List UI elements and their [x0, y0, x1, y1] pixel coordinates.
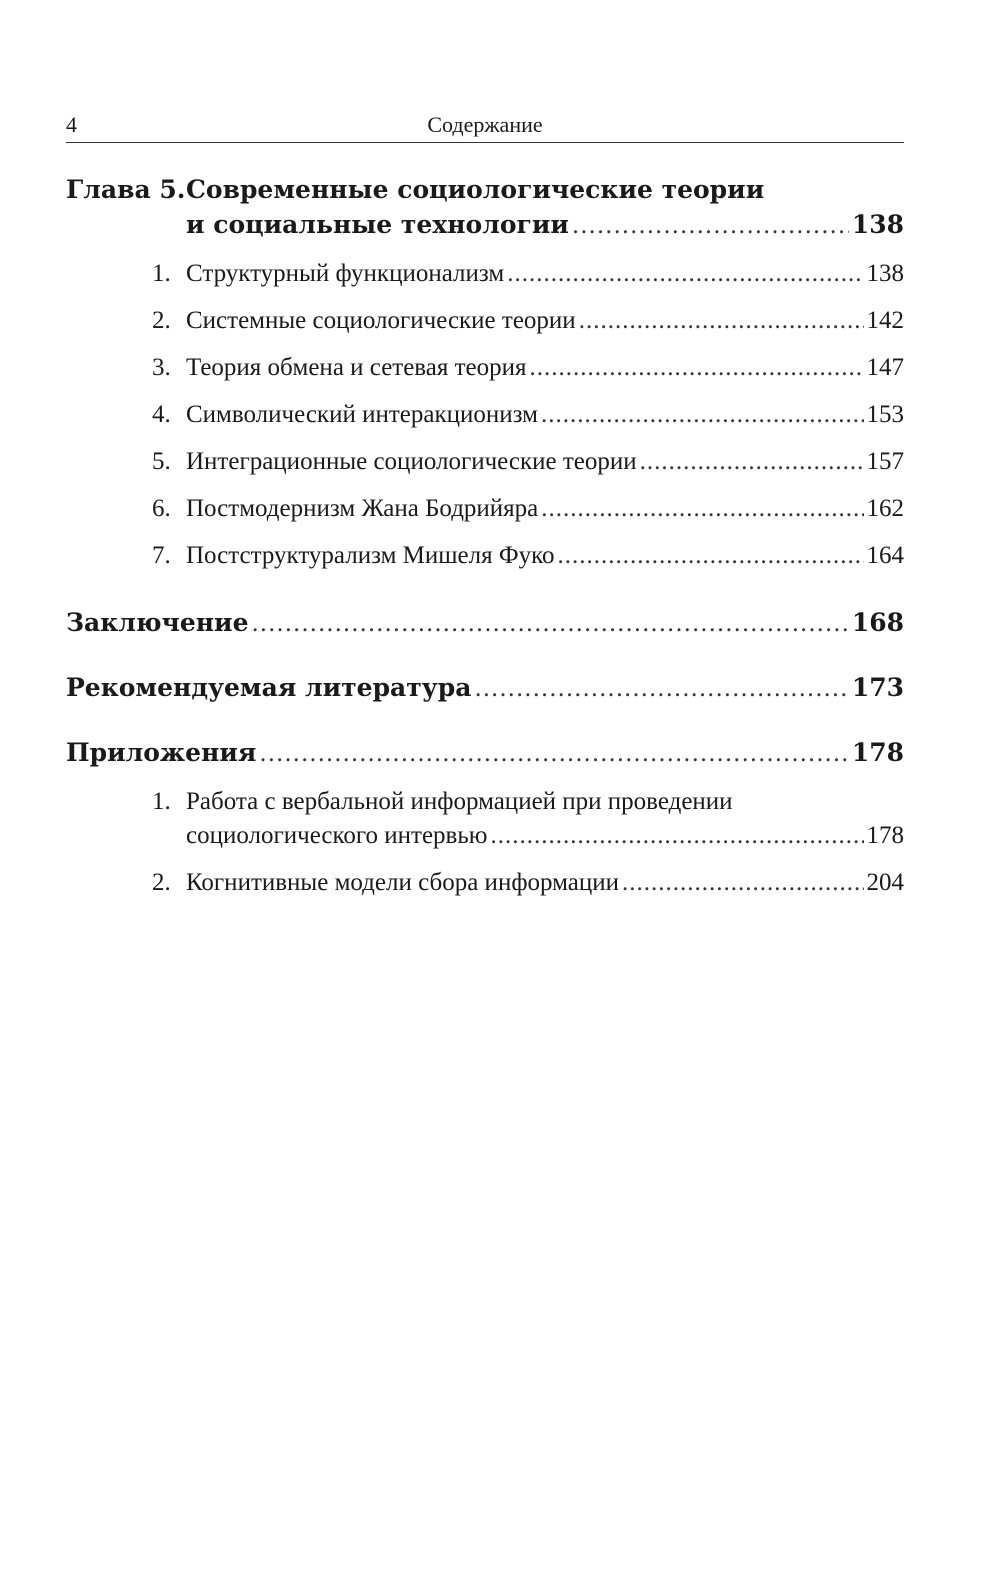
item-page: 164 — [866, 542, 904, 569]
conclusion-page: 168 — [851, 608, 904, 637]
toc-chapter-5 — [66, 172, 904, 572]
toc-conclusion — [66, 606, 904, 641]
item-page: 157 — [866, 448, 904, 475]
leader-dots — [579, 304, 864, 337]
page-number: 4 — [66, 112, 77, 137]
chapter-title-line2: и социальные технологии — [186, 210, 569, 239]
leader-dots — [530, 351, 864, 384]
leader-dots — [572, 210, 849, 243]
toc-item-5-5 — [152, 445, 904, 478]
item-label: Системные социологические теории — [186, 307, 576, 334]
item-number: 6. — [152, 495, 171, 522]
toc-literature — [66, 671, 904, 706]
toc-item-5-2 — [152, 304, 904, 337]
leader-dots — [557, 539, 863, 572]
appendices-page: 178 — [851, 738, 904, 767]
item-page: 204 — [866, 869, 904, 896]
item-label: Постмодернизм Жана Бодрийяра — [186, 495, 539, 522]
conclusion-label: Заключение — [66, 608, 249, 637]
item-label: Интеграционные социологические теории — [186, 448, 637, 475]
toc-appendices — [66, 736, 904, 771]
appendices-label: Приложения — [66, 738, 257, 767]
toc-item-5-3 — [152, 351, 904, 384]
item-number: 2. — [152, 869, 171, 896]
item-number: 5. — [152, 448, 171, 475]
leader-dots — [541, 492, 863, 525]
chapter-title-row — [66, 172, 904, 208]
item-number: 2. — [152, 307, 171, 334]
item-label-line1: Работа с вербальной информацией при проведении — [186, 788, 733, 815]
leader-dots — [474, 673, 848, 706]
item-number: 3. — [152, 354, 171, 381]
chapter-title-line2-row — [186, 208, 904, 243]
table-of-contents — [66, 172, 904, 899]
literature-page: 173 — [851, 673, 904, 702]
item-label: Постструктурализм Мишеля Фуко — [186, 542, 555, 569]
item-page: 138 — [866, 260, 904, 287]
item-label: Символический интеракционизм — [186, 401, 538, 428]
toc-item-5-4 — [152, 398, 904, 431]
leader-dots — [640, 445, 864, 478]
toc-appendix-2 — [152, 866, 904, 899]
chapter-title-line1: Современные социологические теории — [186, 175, 765, 204]
item-label: Структурный функционализм — [186, 260, 505, 287]
toc-item-5-6 — [152, 492, 904, 525]
chapter-page: 138 — [851, 210, 904, 239]
item-page: 162 — [866, 495, 904, 522]
toc-appendix-1 — [152, 785, 904, 852]
literature-label: Рекомендуемая литература — [66, 673, 472, 702]
item-page: 142 — [866, 307, 904, 334]
leader-dots — [507, 257, 863, 290]
item-number: 1. — [152, 788, 171, 815]
item-page: 153 — [866, 401, 904, 428]
leader-dots — [252, 608, 849, 641]
leader-dots — [541, 398, 864, 431]
item-page: 147 — [866, 354, 904, 381]
book-page — [66, 0, 904, 1579]
toc-item-5-7 — [152, 539, 904, 572]
item-page: 178 — [866, 822, 904, 849]
item-number: 7. — [152, 542, 171, 569]
leader-dots — [622, 866, 863, 899]
item-number: 1. — [152, 260, 171, 287]
toc-item-5-1 — [152, 257, 904, 290]
leader-dots — [259, 738, 848, 771]
item-label: Когнитивные модели сбора информации — [186, 869, 620, 896]
leader-dots — [490, 819, 863, 852]
chapter-number: Глава 5. — [66, 175, 186, 204]
running-head — [66, 108, 904, 143]
item-number: 4. — [152, 401, 171, 428]
item-label: Теория обмена и сетевая теория — [186, 354, 527, 381]
item-label-line2: социологического интервью — [186, 822, 488, 849]
running-head-title: Содержание — [427, 112, 543, 137]
